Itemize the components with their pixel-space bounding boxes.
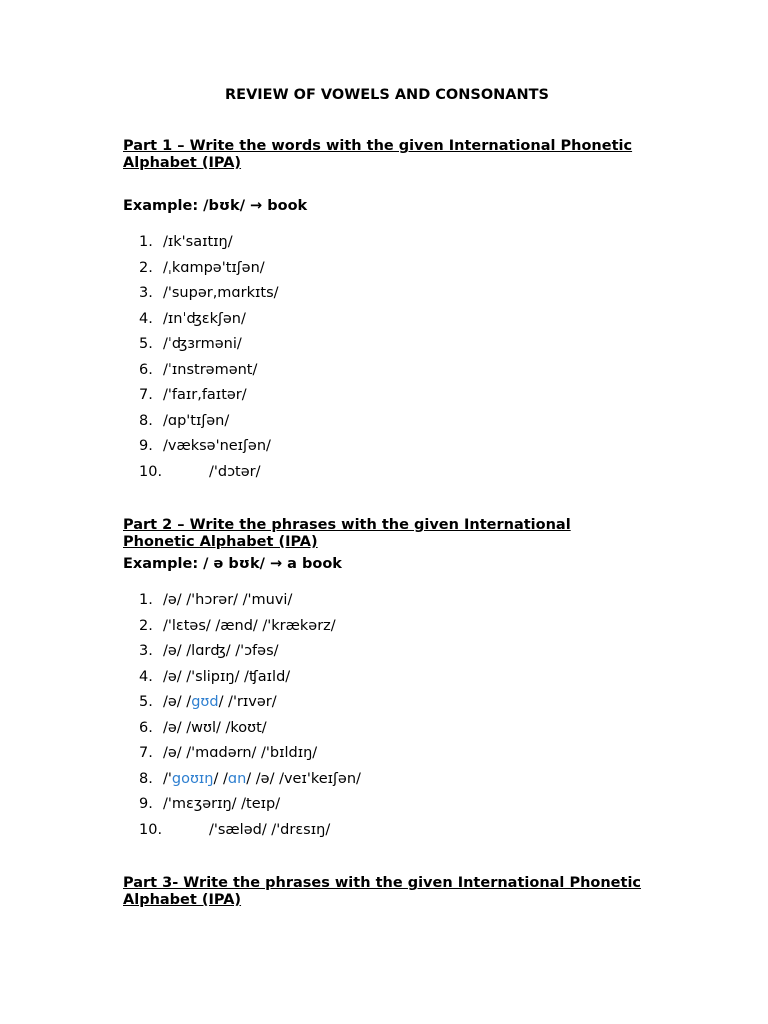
highlighted-text: goʊɪŋ — [171, 770, 214, 787]
list-item: 6. /ˈɪnstrəmənt/ — [139, 361, 258, 378]
list-item: 1. /ə/ /'hɔrər/ /'muvi/ — [139, 592, 293, 608]
list-item: 4. /ɪnˈʤɛkʃən/ — [139, 310, 246, 327]
list-item: 2. /'lɛtəs/ /ænd/ /'krækərz/ — [139, 617, 336, 634]
list-item: 3. /ə/ /lɑrʤ/ /'ɔfəs/ — [139, 643, 279, 659]
highlighted-text: ɑn — [227, 770, 247, 787]
list-item: 9. /'mɛʒərɪŋ/ /teɪp/ — [139, 796, 281, 812]
part3-heading: Part 3- Write the phrases with the given International Phonetic Alphabet (IPA) — [123, 875, 642, 908]
list-item: 10. /'dɔtər/ — [139, 463, 261, 480]
list-item: 5. /ˈʤɜrməni/ — [139, 336, 242, 352]
list-item: 6. /ə/ /wʊl/ /koʊt/ — [139, 719, 267, 736]
part1-example: Example: /bʊk/ → book — [123, 198, 308, 214]
list-item: 5. /ə/ /gʊd/ /'rɪvər/ — [139, 694, 277, 710]
part1-list — [139, 230, 279, 485]
part2-list — [139, 588, 361, 843]
highlighted-text: gʊd — [191, 694, 219, 710]
list-item: 7. /ə/ /'mɑdərn/ /'bɪldɪŋ/ — [139, 745, 318, 761]
list-item: 1. /ɪk'saɪtɪŋ/ — [139, 234, 233, 250]
part2-heading: Part 2 – Write the phrases with the given International Phonetic Alphabet (IPA) — [123, 517, 571, 550]
list-item: 4. /ə/ /'slipɪŋ/ /ʧaɪld/ — [139, 668, 291, 685]
list-item: 2. /ˌkɑmpə'tɪʃən/ — [139, 259, 265, 276]
list-item: 8. /ɑp'tɪʃən/ — [139, 412, 230, 429]
list-item: 10. /'sæləd/ /'drɛsɪŋ/ — [139, 821, 331, 838]
list-item: 8. /'goʊɪŋ/ /ɑn/ /ə/ /veɪ'keɪʃən/ — [139, 770, 361, 787]
part1-heading: Part 1 – Write the words with the given International Phonetic Alphabet (IPA) — [123, 138, 633, 171]
list-item: 3. /'supər,mɑrkɪts/ — [139, 285, 279, 301]
part2-example: Example: / ə bʊk/ → a book — [123, 556, 342, 572]
page-title: REVIEW OF VOWELS AND CONSONANTS — [225, 87, 549, 103]
list-item: 9. /væksə'neɪʃən/ — [139, 438, 271, 454]
list-item: 7. /'faɪr,faɪtər/ — [139, 387, 247, 403]
